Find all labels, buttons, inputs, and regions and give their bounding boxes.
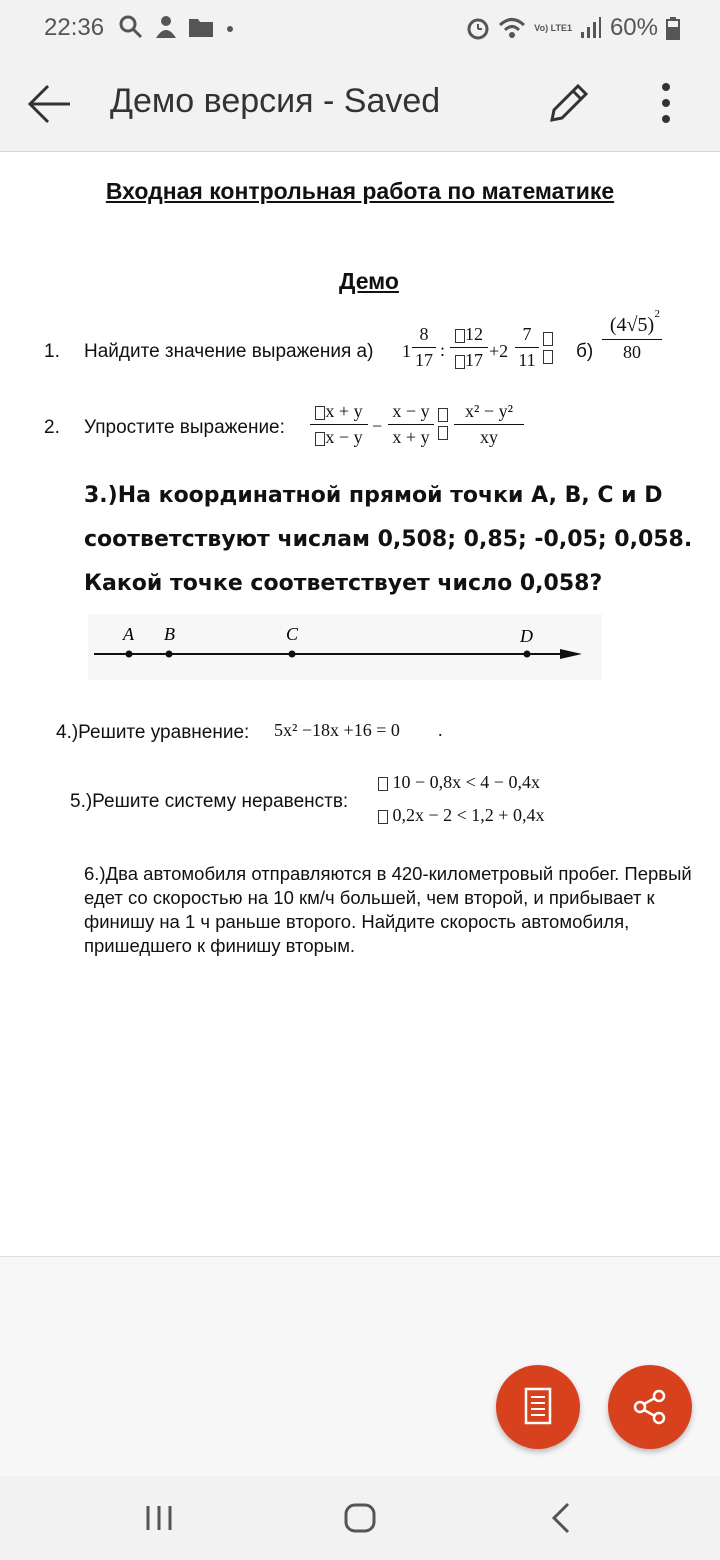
- account-icon: [154, 14, 178, 40]
- p1-colon: :: [440, 340, 446, 360]
- system-nav-bar: [0, 1476, 720, 1560]
- point-d-dot: [524, 651, 531, 658]
- p2-fraction-3: [454, 401, 524, 448]
- point-c-dot: [289, 651, 296, 658]
- problem-4-text: 4.)Решите уравнение:: [56, 722, 250, 743]
- problem-1-number: 1.: [44, 341, 60, 362]
- status-time: 22:36: [44, 14, 105, 41]
- problem-5-text: 5.)Решите систему неравенств:: [70, 791, 349, 812]
- p1-fraction-b: [602, 308, 662, 363]
- bottom-area: [0, 1256, 720, 1476]
- home-icon: [340, 1500, 380, 1536]
- signal-icon: [580, 16, 602, 40]
- p2-f3-den: xy: [480, 427, 498, 447]
- p2-f2-den: x + y: [392, 427, 430, 447]
- number-line-figure: [88, 614, 602, 680]
- pencil-icon: [544, 78, 594, 128]
- folder-icon: [188, 16, 214, 38]
- battery-icon: [666, 16, 680, 40]
- back-button[interactable]: [26, 82, 74, 126]
- point-b-dot: [166, 651, 173, 658]
- point-c-label: C: [286, 624, 299, 644]
- p2-f3-num: x² − y²: [465, 401, 513, 421]
- recent-apps-icon: [140, 1500, 180, 1536]
- problem-1-text: Найдите значение выражения а): [84, 341, 374, 362]
- p2-f2-num: x − y: [392, 401, 430, 421]
- document-view[interactable]: [0, 152, 720, 1256]
- p1-plus: +2: [489, 341, 509, 361]
- p2-f1-num: x + y: [325, 401, 363, 421]
- point-a-dot: [126, 651, 133, 658]
- point-b-label: B: [164, 624, 175, 644]
- p1-b-num: (4√5): [609, 314, 655, 336]
- status-bar: [0, 0, 720, 56]
- p1-f2-num: 12: [465, 324, 483, 344]
- battery-percent: 60%: [609, 14, 658, 41]
- arrow-head-icon: [560, 649, 582, 659]
- back-nav-button[interactable]: [542, 1500, 582, 1536]
- problem-3-text: 3.)На координатной прямой точки A, B, C и D соответствуют числам 0,508; 0,85; -0,05; 0,058. Какой точке соответствует число 0,058?: [84, 483, 693, 596]
- p5-line-2: 0,2x − 2 < 1,2 + 0,4x: [392, 805, 545, 825]
- p1-whole: 1: [402, 341, 411, 361]
- share-icon: [631, 1388, 669, 1426]
- chevron-left-icon: [542, 1500, 582, 1536]
- p1-b-exp: 2: [654, 308, 660, 320]
- more-options-button[interactable]: [650, 78, 682, 128]
- p1-fraction-2: [450, 324, 488, 371]
- point-a-label: A: [123, 624, 134, 644]
- reader-mode-button[interactable]: [496, 1365, 580, 1449]
- p2-fraction-2: [388, 401, 434, 448]
- point-d-label: D: [520, 626, 533, 646]
- p1-f1-num: 8: [419, 324, 429, 344]
- arrow-back-icon: [26, 82, 74, 126]
- p1-b-den: 80: [623, 342, 641, 362]
- number-line-svg: [88, 614, 602, 680]
- problem-6-text: 6.)Два автомобиля отправляются в 420-километровый пробег. Первый едет со скоростью на 10 км/ч большей, чем второй, и прибывает к финишу на 1 ч раньше второго. Найдите скорость автомобиля, пришедшего к финишу вторым.: [84, 863, 692, 956]
- document-subtitle: Демо: [339, 268, 399, 294]
- search-icon: [118, 14, 144, 40]
- app-bar: [0, 56, 720, 152]
- problem-2-number: 2.: [44, 417, 60, 438]
- app-title: Демо версия - Saved: [110, 82, 441, 120]
- p1-f3-num: 7: [522, 324, 532, 344]
- more-vert-icon: [650, 78, 682, 128]
- p2-minus: −: [372, 416, 383, 436]
- p1-fraction-3: [515, 324, 539, 371]
- reader-mode-icon: [523, 1387, 553, 1427]
- network-label: Vo) LTE1: [534, 23, 572, 33]
- home-button[interactable]: [340, 1500, 380, 1536]
- p4-equation: 5x² −18x +16 = 0: [274, 720, 400, 740]
- document-title: Входная контрольная работа по математике: [105, 178, 615, 204]
- dot-icon: [224, 16, 236, 38]
- p4-dot: .: [438, 720, 443, 740]
- share-button[interactable]: [608, 1365, 692, 1449]
- alarm-icon: [466, 15, 490, 41]
- edit-button[interactable]: [544, 78, 594, 128]
- p5-line-1: 10 − 0,8x < 4 − 0,4x: [392, 772, 540, 792]
- p1-f1-den: 17: [415, 350, 433, 370]
- p2-f1-den: x − y: [325, 427, 363, 447]
- p2-fraction-1: [310, 401, 368, 448]
- problem-2-text: Упростите выражение:: [84, 417, 285, 438]
- recent-apps-button[interactable]: [140, 1500, 180, 1536]
- wifi-icon: [498, 16, 526, 40]
- problem-1-b-label: б): [576, 341, 594, 362]
- p1-f2-den: 17: [465, 350, 483, 370]
- p1-f3-den: 11: [518, 350, 536, 370]
- p1-fraction-1: [412, 324, 436, 371]
